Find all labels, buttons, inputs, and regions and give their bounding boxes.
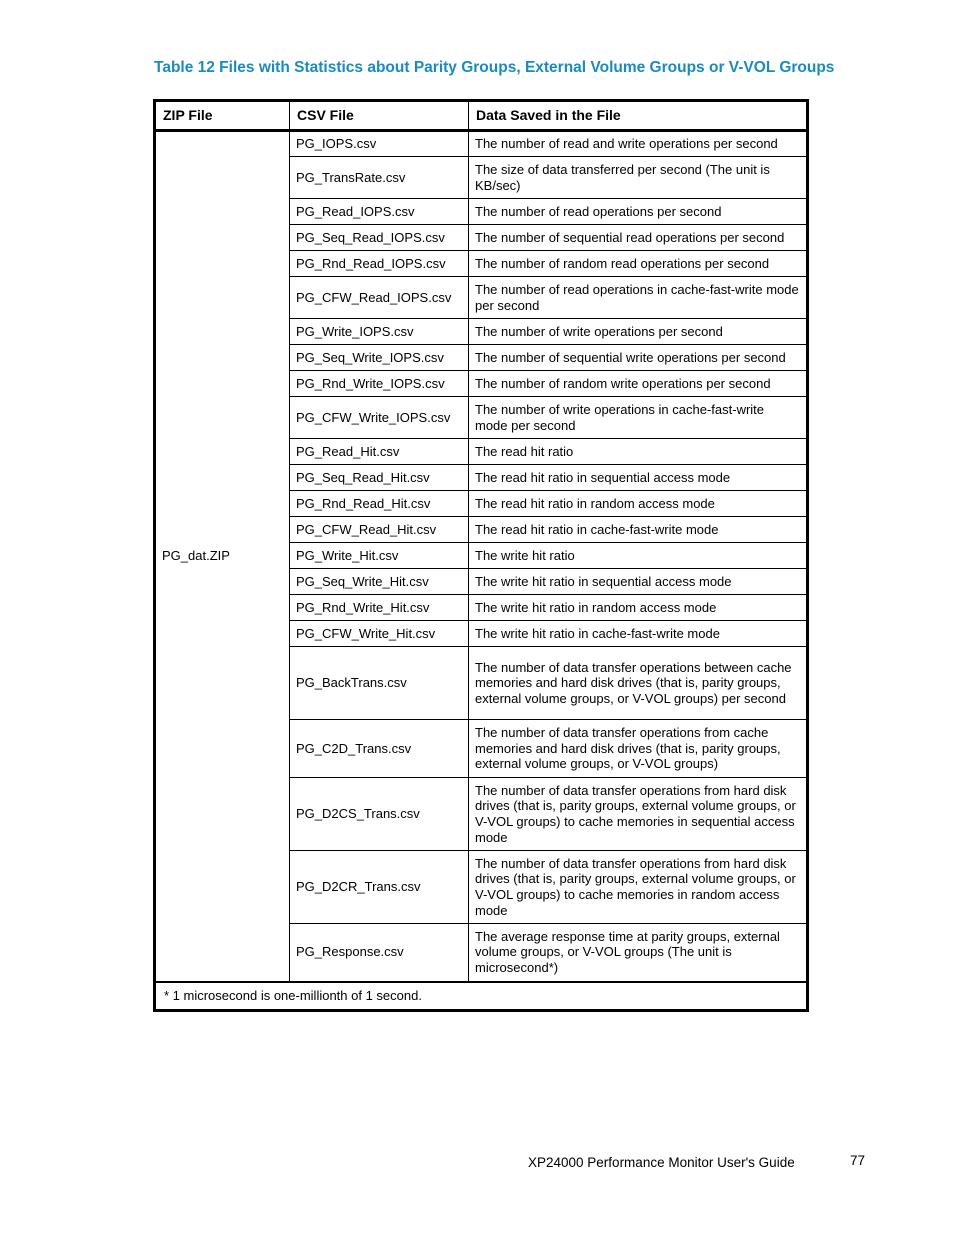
- data-description-cell: The number of read operations per second: [469, 199, 808, 225]
- table-header-row: [155, 101, 808, 131]
- csv-file-cell: PG_D2CS_Trans.csv: [290, 778, 469, 851]
- csv-file-cell: PG_Seq_Read_Hit.csv: [290, 465, 469, 491]
- header-csv-file: CSV File: [290, 101, 469, 131]
- csv-file-cell: PG_IOPS.csv: [290, 131, 469, 157]
- csv-file-cell: PG_Rnd_Read_IOPS.csv: [290, 251, 469, 277]
- footer-title: XP24000 Performance Monitor User's Guide: [528, 1155, 795, 1170]
- data-description-cell: The average response time at parity groups, external volume groups, or V-VOL groups (The unit is microsecond*): [469, 924, 808, 982]
- data-description-cell: The write hit ratio in cache-fast-write mode: [469, 621, 808, 647]
- header-data-saved: Data Saved in the File: [469, 101, 808, 131]
- data-description-cell: The size of data transferred per second (The unit is KB/sec): [469, 157, 808, 199]
- csv-file-cell: PG_C2D_Trans.csv: [290, 720, 469, 778]
- csv-file-cell: PG_Read_Hit.csv: [290, 439, 469, 465]
- csv-file-cell: PG_Read_IOPS.csv: [290, 199, 469, 225]
- page-number: 77: [850, 1153, 866, 1168]
- table-body: [155, 131, 808, 1011]
- zip-file-cell: PG_dat.ZIP: [155, 131, 290, 982]
- page-footer: [528, 1153, 866, 1170]
- data-description-cell: The write hit ratio in sequential access mode: [469, 569, 808, 595]
- csv-file-cell: PG_D2CR_Trans.csv: [290, 851, 469, 924]
- csv-file-cell: PG_Seq_Write_Hit.csv: [290, 569, 469, 595]
- data-description-cell: The read hit ratio in sequential access mode: [469, 465, 808, 491]
- data-description-cell: The number of random read operations per second: [469, 251, 808, 277]
- csv-file-cell: PG_Response.csv: [290, 924, 469, 982]
- data-description-cell: The number of read and write operations per second: [469, 131, 808, 157]
- data-description-cell: The write hit ratio: [469, 543, 808, 569]
- data-description-cell: The write hit ratio in random access mode: [469, 595, 808, 621]
- csv-file-cell: PG_Rnd_Write_IOPS.csv: [290, 371, 469, 397]
- csv-file-cell: PG_Rnd_Write_Hit.csv: [290, 595, 469, 621]
- data-description-cell: The number of write operations in cache-fast-write mode per second: [469, 397, 808, 439]
- csv-file-cell: PG_CFW_Write_IOPS.csv: [290, 397, 469, 439]
- data-description-cell: The number of data transfer operations from hard disk drives (that is, parity groups, external volume groups, or V-VOL groups) to cache memories in sequential access mode: [469, 778, 808, 851]
- csv-file-cell: PG_BackTrans.csv: [290, 647, 469, 720]
- data-description-cell: The read hit ratio: [469, 439, 808, 465]
- header-zip-file: ZIP File: [155, 101, 290, 131]
- footnote: * 1 microsecond is one-millionth of 1 second.: [155, 982, 808, 1011]
- csv-file-cell: PG_CFW_Read_IOPS.csv: [290, 277, 469, 319]
- data-description-cell: The number of data transfer operations between cache memories and hard disk drives (that is, parity groups, external volume groups, or V-VOL groups) per second: [469, 647, 808, 720]
- data-description-cell: The number of data transfer operations from hard disk drives (that is, parity groups, external volume groups, or V-VOL groups) to cache memories in random access mode: [469, 851, 808, 924]
- data-description-cell: The number of data transfer operations from cache memories and hard disk drives (that is, parity groups, external volume groups, or V-VOL groups): [469, 720, 808, 778]
- csv-file-cell: PG_Write_IOPS.csv: [290, 319, 469, 345]
- table-row: [155, 131, 808, 157]
- csv-file-cell: PG_Seq_Write_IOPS.csv: [290, 345, 469, 371]
- data-description-cell: The number of sequential read operations per second: [469, 225, 808, 251]
- data-description-cell: The number of write operations per second: [469, 319, 808, 345]
- csv-file-cell: PG_CFW_Write_Hit.csv: [290, 621, 469, 647]
- parity-group-files-table: [153, 99, 809, 1012]
- csv-file-cell: PG_Rnd_Read_Hit.csv: [290, 491, 469, 517]
- data-description-cell: The number of random write operations per second: [469, 371, 808, 397]
- data-description-cell: The number of sequential write operations per second: [469, 345, 808, 371]
- table-caption: Table 12 Files with Statistics about Parity Groups, External Volume Groups or V-VOL Groups: [154, 59, 835, 76]
- csv-file-cell: PG_TransRate.csv: [290, 157, 469, 199]
- csv-file-cell: PG_CFW_Read_Hit.csv: [290, 517, 469, 543]
- data-description-cell: The read hit ratio in random access mode: [469, 491, 808, 517]
- data-description-cell: The number of read operations in cache-fast-write mode per second: [469, 277, 808, 319]
- csv-file-cell: PG_Write_Hit.csv: [290, 543, 469, 569]
- footnote-row: [155, 982, 808, 1011]
- data-description-cell: The read hit ratio in cache-fast-write mode: [469, 517, 808, 543]
- csv-file-cell: PG_Seq_Read_IOPS.csv: [290, 225, 469, 251]
